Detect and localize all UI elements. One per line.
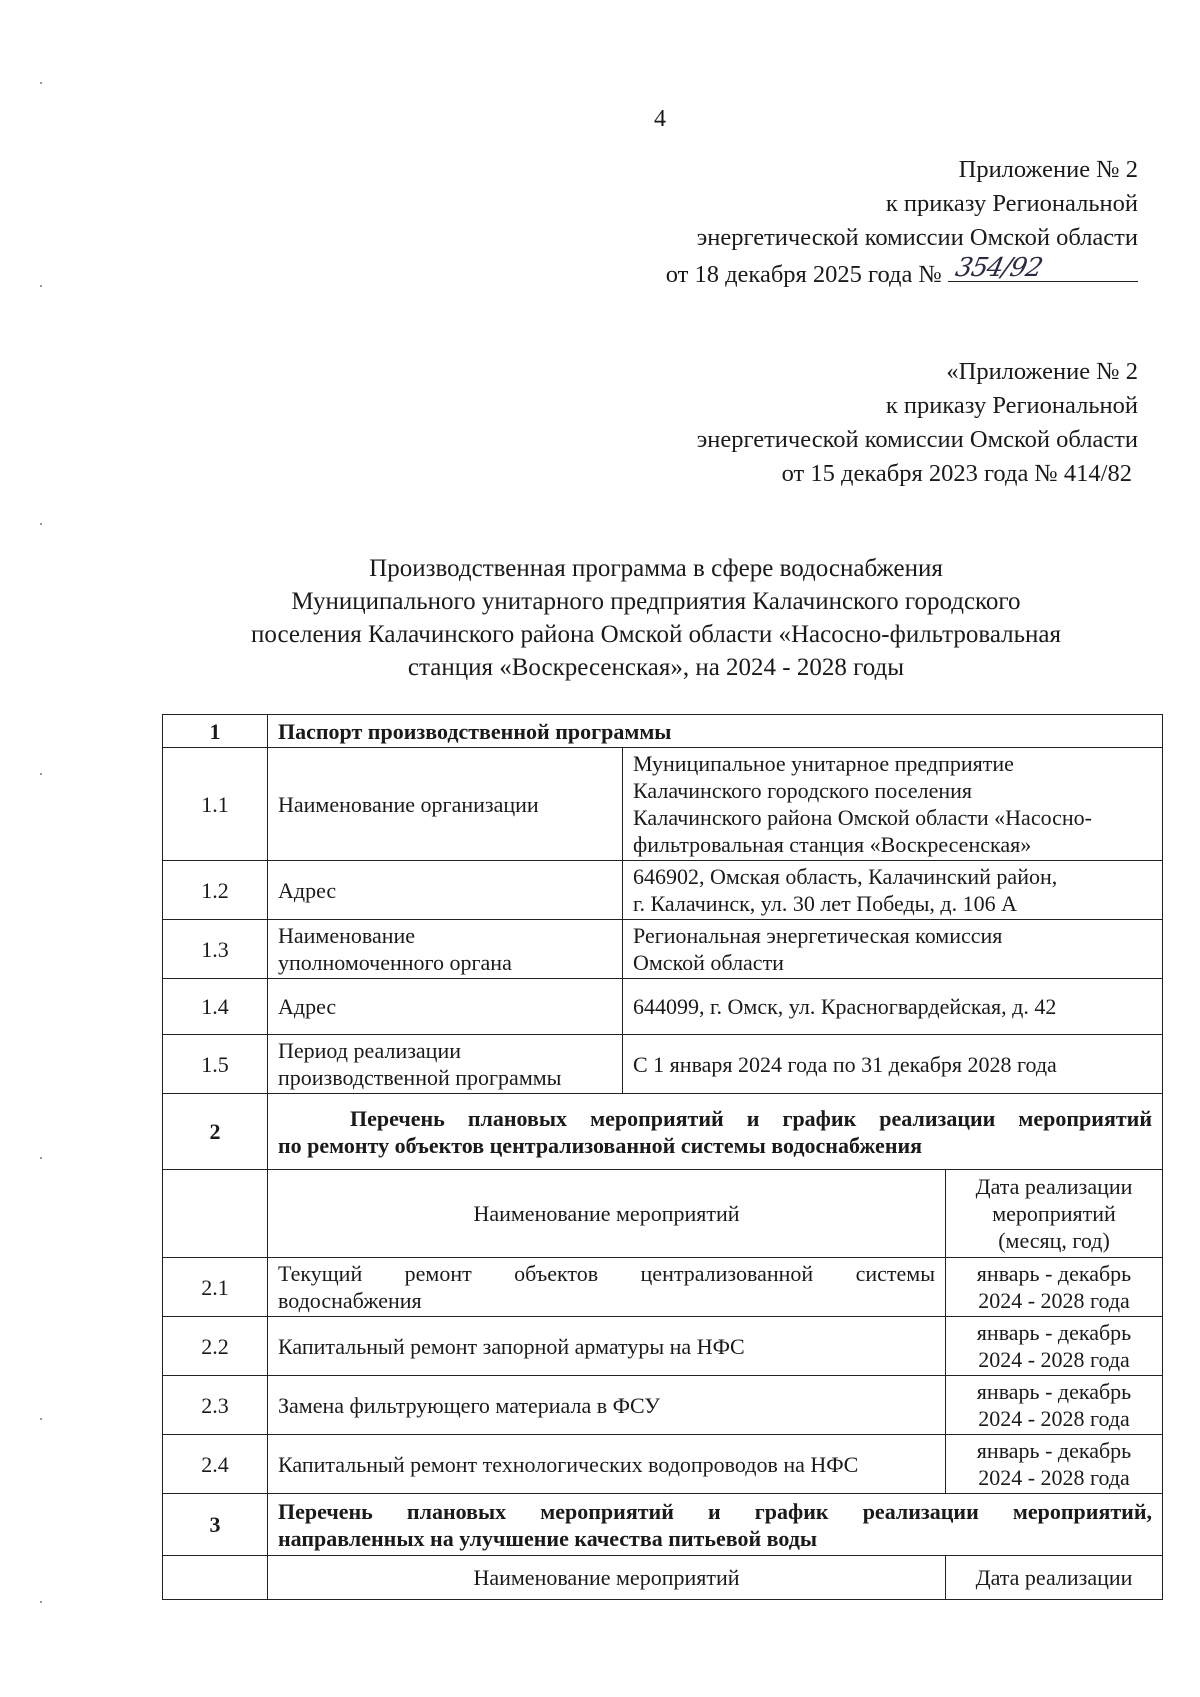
appendix-line: энергетической комиссии Омской области [696,426,1138,453]
row-value: С 1 января 2024 года по 31 декабря 2028 года [623,1035,1163,1094]
section-title [268,1494,1163,1556]
row-number: 1.1 [163,748,268,861]
label-line: уполномоченного органа [278,950,512,975]
table-row [163,861,1163,920]
label-line: производственной программы [278,1065,562,1090]
activity-date [946,1376,1163,1435]
appendix-line: от 15 декабря 2023 года № 414/82 [781,460,1132,487]
section-title-line: Перечень плановых мероприятий и график реализации мероприятий, [278,1498,1153,1524]
table-row [163,1376,1163,1435]
section-number: 2 [163,1094,268,1170]
section-title: Паспорт производственной программы [268,715,1163,748]
activity-date [946,1258,1163,1317]
row-label [268,920,623,979]
section-title-line: Перечень плановых мероприятий и график реализации мероприятий [350,1105,1153,1131]
value-line: Калачинского района Омской области «Насосно- [633,805,1092,830]
column-header-name: Наименование мероприятий [268,1556,946,1600]
activity-line: водоснабжения [278,1288,422,1313]
table-row [163,1094,1163,1170]
section-number: 3 [163,1494,268,1556]
row-number: 1.4 [163,979,268,1035]
scan-speck [40,1418,42,1420]
row-number: 2.3 [163,1376,268,1435]
row-number: 1.5 [163,1035,268,1094]
scan-speck [40,285,42,287]
date-line: январь - декабрь [976,1320,1132,1345]
row-number: 2.1 [163,1258,268,1317]
value-line: 646902, Омская область, Калачинский район, [633,864,1058,889]
appendix-line: Приложение № 2 [958,156,1138,183]
date-line: январь - декабрь [976,1261,1132,1286]
column-header-name: Наименование мероприятий [268,1170,946,1258]
label-line: Период реализации [278,1038,462,1063]
program-table [162,714,1163,1600]
date-line: 2024 - 2028 года [978,1465,1130,1490]
value-line: Региональная энергетическая комиссия [633,923,1003,948]
date-line: январь - декабрь [976,1438,1132,1463]
section-number: 1 [163,715,268,748]
appendix-line: к приказу Региональной [885,190,1138,217]
handwritten-order-number: 354/92 [952,253,1045,283]
activity-date [946,1317,1163,1376]
title-line: Производственная программа в сфере водоснабжения [369,555,943,582]
page-number: 4 [654,106,666,132]
section-title-line: направленных на улучшение качества питьевой воды [278,1525,818,1551]
row-label [268,1035,623,1094]
section-title-line: по ремонту объектов централизованной системы водоснабжения [278,1132,923,1158]
table-row [163,715,1163,748]
table-header-row [163,1170,1163,1258]
header-line: мероприятий [992,1201,1116,1226]
date-line: 2024 - 2028 года [978,1347,1130,1372]
date-line: 2024 - 2028 года [978,1406,1130,1431]
row-number: 2.4 [163,1435,268,1494]
row-label: Адрес [268,861,623,920]
column-header-date: Дата реализации [946,1556,1163,1600]
appendix-line: «Приложение № 2 [946,358,1138,385]
table-row [163,979,1163,1035]
appendix-line: к приказу Региональной [885,392,1138,419]
scan-speck [40,1157,42,1159]
table-header-row [163,1556,1163,1600]
row-number: 1.3 [163,920,268,979]
empty-cell [163,1170,268,1258]
activity-name [268,1258,946,1317]
value-line: фильтровальная станция «Воскресенская» [633,832,1032,857]
table-row [163,1494,1163,1556]
value-line: Калачинского городского поселения [633,778,973,803]
table-row [163,1317,1163,1376]
table-row [163,1258,1163,1317]
row-value [623,920,1163,979]
scan-speck [40,773,42,775]
scan-speck [40,1601,42,1603]
scan-speck [40,523,42,525]
activity-name: Замена фильтрующего материала в ФСУ [268,1376,946,1435]
value-line: Омской области [633,950,784,975]
label-line: Наименование [278,923,416,948]
scan-speck [40,82,42,84]
value-line: Муниципальное унитарное предприятие [633,751,1014,776]
title-line: станция «Воскресенская», на 2024 - 2028 годы [407,654,905,681]
section-title [268,1094,1163,1170]
activity-line: Текущий ремонт объектов централизованной системы [278,1261,935,1286]
appendix-line: энергетической комиссии Омской области [696,224,1138,251]
activity-name: Капитальный ремонт технологических водопроводов на НФС [268,1435,946,1494]
date-line: январь - декабрь [976,1379,1132,1404]
title-line: Муниципального унитарного предприятия Калачинского городского [291,588,1021,615]
order-number-field [948,255,1138,282]
column-header-date [946,1170,1163,1258]
row-label: Наименование организации [268,748,623,861]
row-value [623,861,1163,920]
appendix-current-order [666,153,1138,292]
table-row [163,1435,1163,1494]
appendix-order-line [666,255,1138,292]
order-date-prefix: от 18 декабря 2025 года № [665,261,942,288]
title-line: поселения Калачинского района Омской области «Насосно-фильтровальная [250,621,1062,648]
table-row [163,920,1163,979]
header-line: (месяц, год) [998,1228,1110,1253]
date-line: 2024 - 2028 года [978,1288,1130,1313]
appendix-previous-order [697,355,1138,491]
row-number: 1.2 [163,861,268,920]
table-row [163,748,1163,861]
row-value [623,748,1163,861]
table-row [163,1035,1163,1094]
header-line: Дата реализации [975,1174,1133,1199]
row-value: 644099, г. Омск, ул. Красногвардейская, д. 42 [623,979,1163,1035]
value-line: г. Калачинск, ул. 30 лет Победы, д. 106 А [633,891,1018,916]
empty-cell [163,1556,268,1600]
row-label: Адрес [268,979,623,1035]
program-title [150,552,1162,684]
activity-name: Капитальный ремонт запорной арматуры на НФС [268,1317,946,1376]
activity-date [946,1435,1163,1494]
row-number: 2.2 [163,1317,268,1376]
